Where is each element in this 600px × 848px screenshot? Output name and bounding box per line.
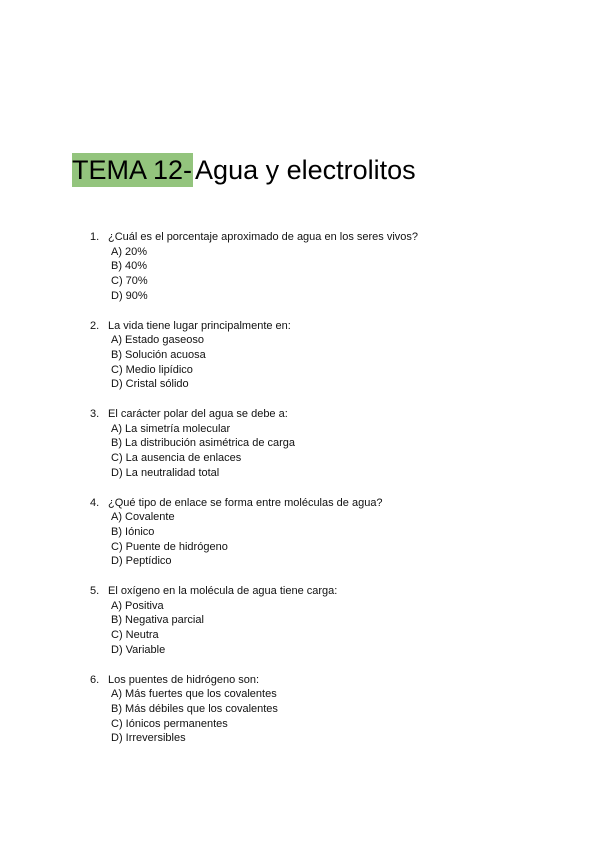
title-highlighted-text: TEMA 12-	[72, 155, 193, 185]
option-list	[111, 599, 550, 658]
question-5	[90, 584, 550, 658]
question-number: 4.	[90, 496, 100, 509]
option-c: C) Puente de hidrógeno	[111, 540, 228, 553]
option-c: C) La ausencia de enlaces	[111, 452, 242, 465]
option-list	[111, 333, 550, 392]
option-b: B) Iónico	[111, 525, 155, 538]
option-d: D) La neutralidad total	[111, 466, 220, 479]
option-list	[111, 510, 550, 569]
option-d: D) Variable	[111, 643, 166, 656]
question-number: 3.	[90, 408, 100, 421]
question-number: 2.	[90, 319, 100, 332]
question-1	[90, 230, 550, 304]
question-text: ¿Cuál es el porcentaje aproximado de agua en los seres vivos?	[108, 231, 419, 243]
question-4	[90, 496, 550, 570]
option-b: B) Más débiles que los covalentes	[111, 702, 278, 715]
option-b: B) Negativa parcial	[111, 614, 204, 627]
page-title	[72, 152, 416, 188]
option-b: B) 40%	[111, 260, 148, 273]
question-6	[90, 673, 550, 747]
option-d: D) 90%	[111, 289, 148, 302]
question-number: 6.	[90, 673, 100, 686]
question-number: 1.	[90, 231, 100, 243]
option-a: A) La simetría molecular	[111, 422, 231, 435]
question-list	[90, 230, 550, 761]
question-number: 5.	[90, 585, 100, 598]
option-a: A) Más fuertes que los covalentes	[111, 688, 277, 701]
question-text: Los puentes de hidrógeno son:	[108, 673, 260, 686]
option-c: C) Neutra	[111, 629, 159, 642]
option-c: C) Iónicos permanentes	[111, 717, 228, 730]
option-d: D) Irreversibles	[111, 732, 186, 745]
question-text: El carácter polar del agua se debe a:	[108, 408, 288, 421]
option-d: D) Cristal sólido	[111, 378, 189, 391]
option-c: C) Medio lipídico	[111, 363, 193, 376]
question-text: La vida tiene lugar principalmente en:	[108, 319, 291, 332]
option-list	[111, 245, 550, 304]
question-text: ¿Qué tipo de enlace se forma entre moléculas de agua?	[108, 496, 383, 509]
option-list	[111, 422, 550, 481]
option-b: B) La distribución asimétrica de carga	[111, 437, 296, 450]
question-2	[90, 319, 550, 393]
option-list	[111, 687, 550, 746]
option-b: B) Solución acuosa	[111, 348, 206, 361]
option-a: A) Estado gaseoso	[111, 334, 204, 347]
question-3	[90, 407, 550, 481]
option-a: A) Covalente	[111, 511, 175, 524]
option-a: A) Positiva	[111, 599, 164, 612]
title-text: Agua y electrolitos	[195, 155, 416, 185]
option-a: A) 20%	[111, 245, 148, 258]
question-text: El oxígeno en la molécula de agua tiene carga:	[108, 585, 338, 598]
option-c: C) 70%	[111, 275, 148, 288]
option-d: D) Peptídico	[111, 555, 172, 568]
